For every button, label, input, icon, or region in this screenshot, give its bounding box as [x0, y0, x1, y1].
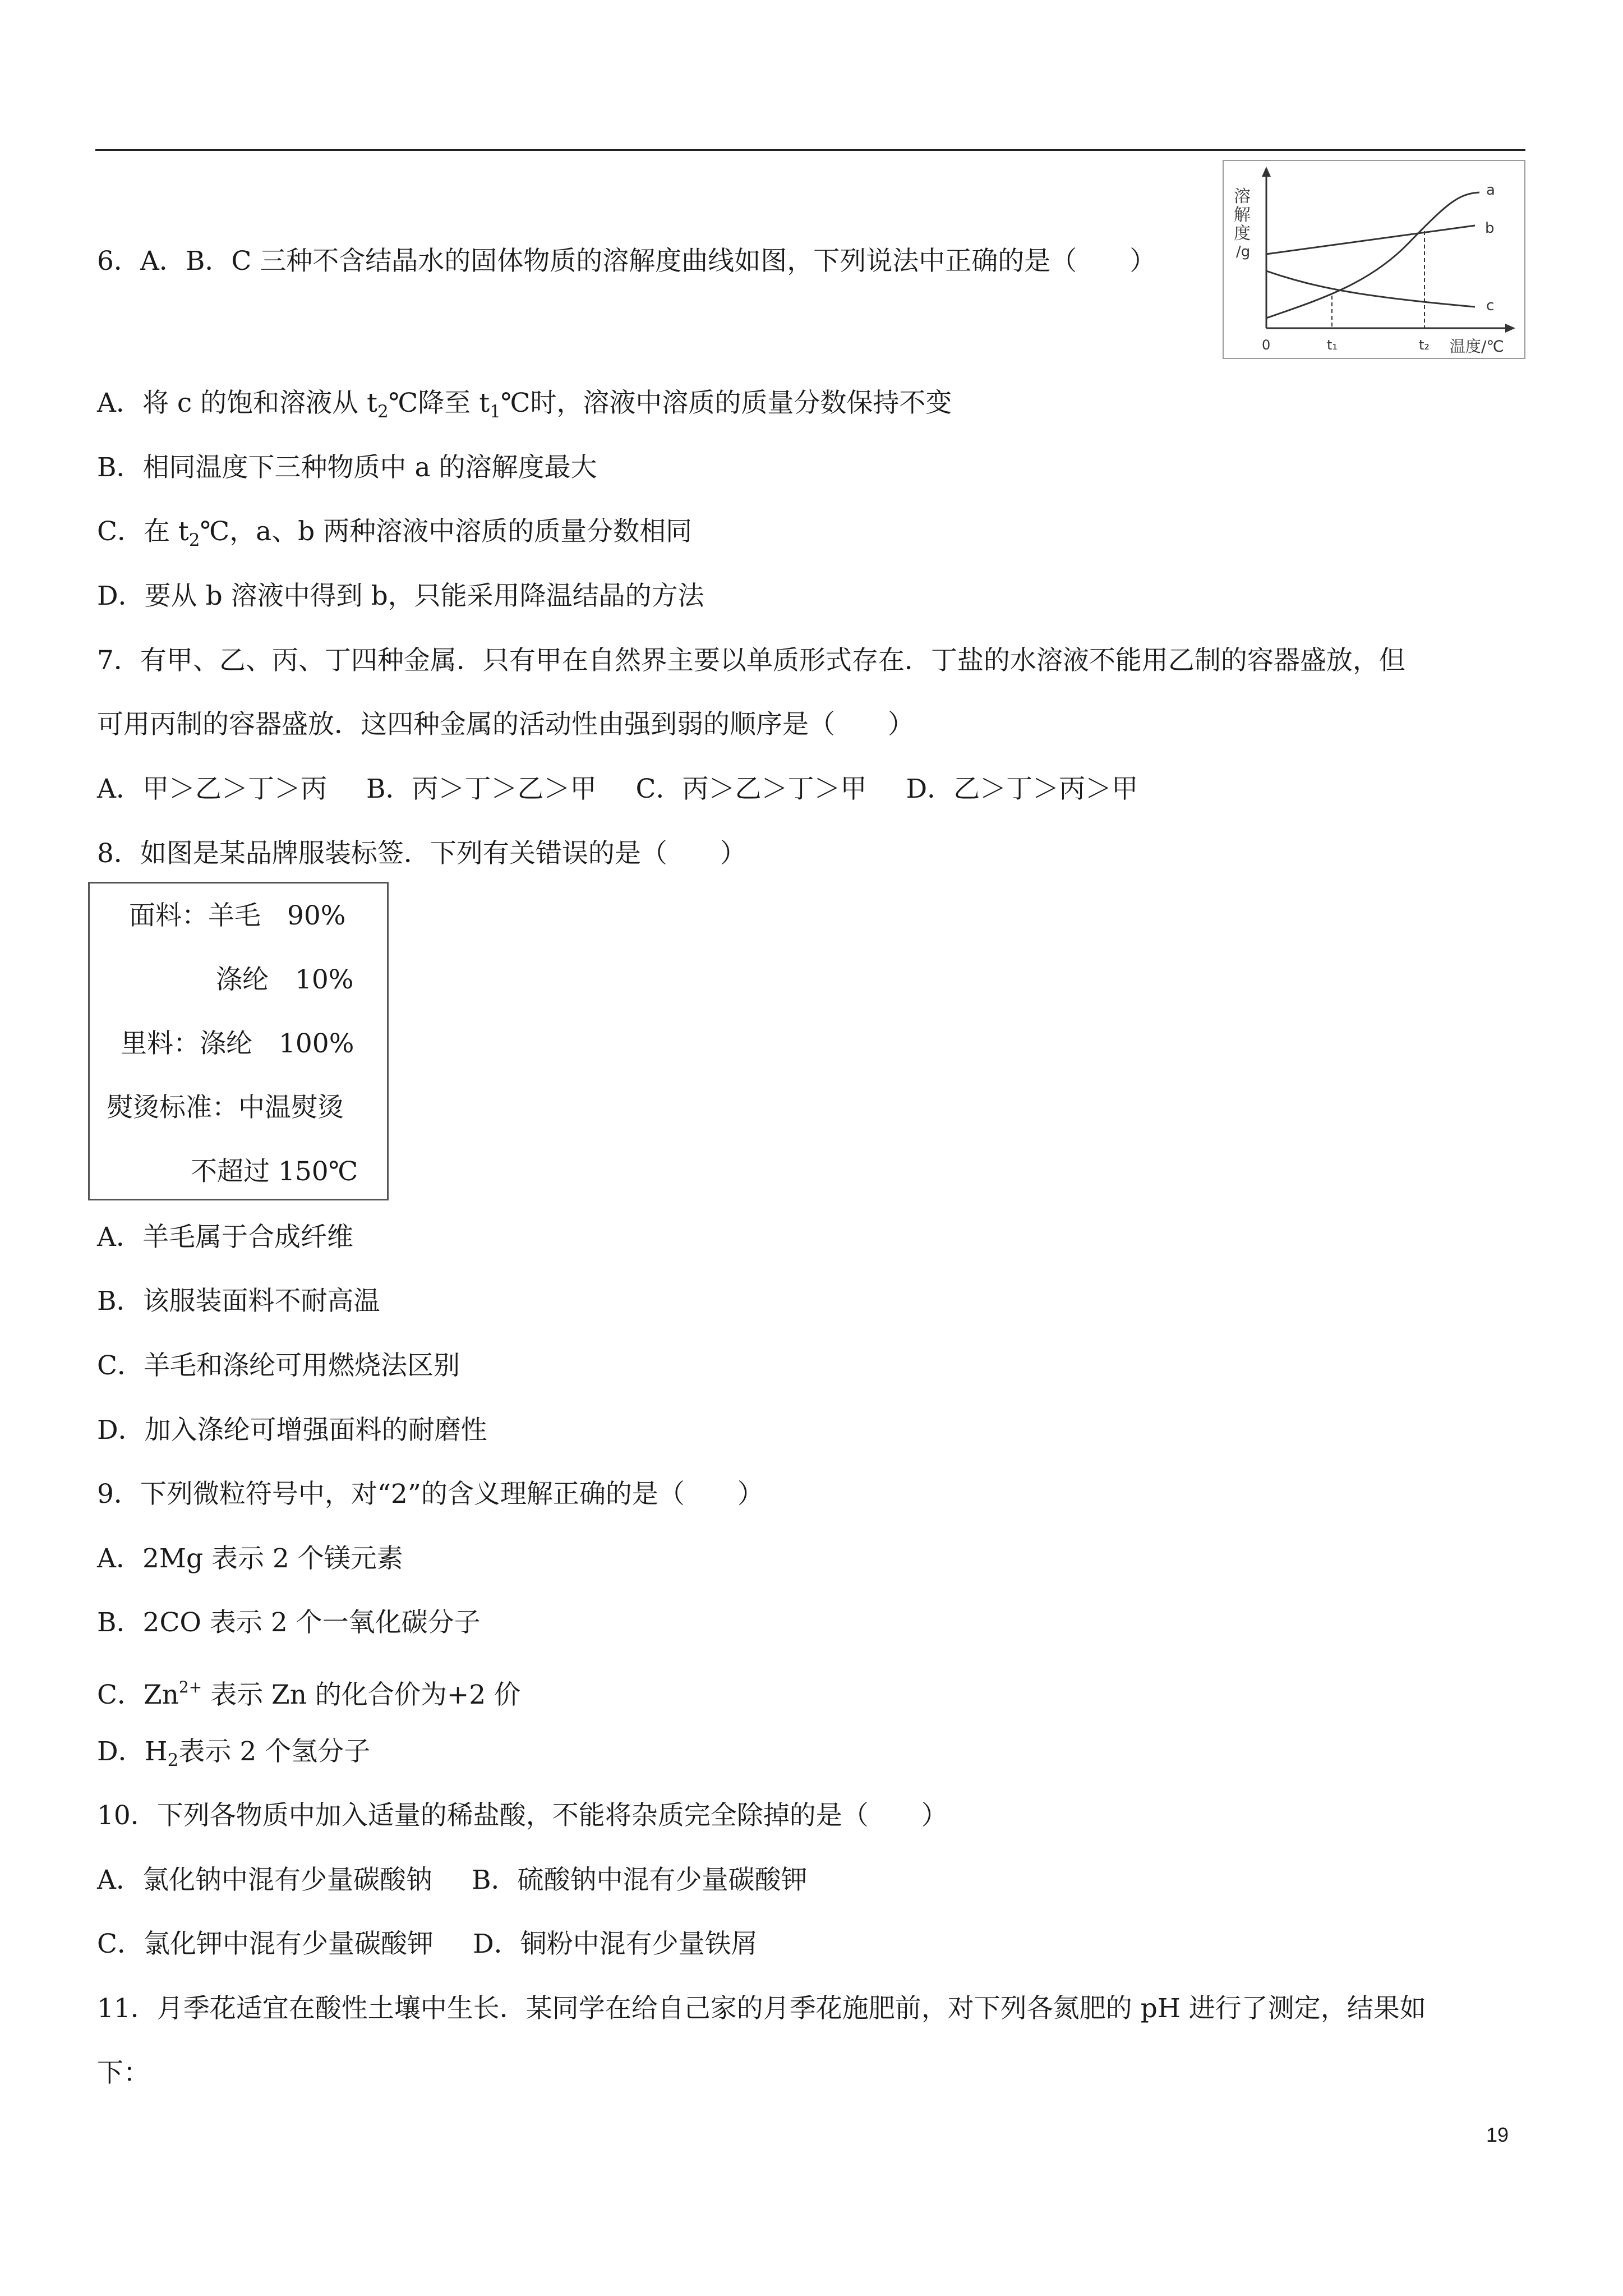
label-row-polyester: 涤纶 10%: [216, 964, 354, 995]
q7-options: [97, 772, 1138, 806]
q7-option-d: D．乙＞丁＞丙＞甲: [906, 774, 1138, 804]
curve-c: [1266, 271, 1475, 307]
q9-option-c: C．$Zn^{2+}$ 表示 Zn 的化合价为+2 价: [97, 1678, 521, 1710]
y-axis-arrow: [1262, 167, 1271, 177]
q10-option-b: B．硫酸钠中混有少量碳酸钾: [471, 1865, 808, 1895]
q10-options-row1: [97, 1864, 808, 1897]
origin-label: 0: [1262, 337, 1271, 353]
q8-option-c: C．羊毛和涤纶可用燃烧法区别: [97, 1350, 460, 1381]
q11-stem-line2: 下：: [97, 2058, 150, 2088]
y-label-1: 溶: [1234, 187, 1251, 206]
q10-options-row2: [97, 1927, 758, 1961]
q7-stem-line1: 7．有甲、乙、丙、丁四种金属．只有甲在自然界主要以单质形式存在．丁盐的水溶液不能用乙制的容器盛放，但: [97, 645, 1405, 676]
q7-option-a: A．甲＞乙＞丁＞丙: [97, 774, 327, 804]
q9-option-a: A．2Mg 表示 2 个镁元素: [97, 1543, 403, 1574]
q9-stem: 9．下列微粒符号中，对“2”的含义理解正确的是（ ）: [97, 1479, 764, 1510]
q11-stem-line1: 11．月季花适宜在酸性土壤中生长．某同学在给自己家的月季花施肥前，对下列各氮肥的 pH 进行了测定，结果如: [97, 1993, 1426, 2024]
q9-option-b: B．2CO 表示 2 个一氧化碳分子: [97, 1607, 481, 1638]
q7-option-c: C．丙＞乙＞丁＞甲: [635, 774, 867, 804]
q10-option-a: A．氯化钠中混有少量碳酸钠: [97, 1865, 432, 1895]
q8-option-b: B．该服装面料不耐高温: [97, 1286, 380, 1317]
q8-option-d: D．加入涤纶可增强面料的耐磨性: [97, 1415, 487, 1446]
q6-stem: 6．A．B．C 三种不含结晶水的固体物质的溶解度曲线如图，下列说法中正确的是（ ）: [97, 246, 1156, 277]
q6-option-a: A．将 c 的饱和溶液从 $t_2℃$降至 $t_1℃$时，溶液中溶质的质量分数保持不变: [97, 388, 952, 422]
page-number: 19: [1486, 2123, 1509, 2146]
clothing-label: [88, 882, 389, 1200]
t1-label: t₁: [1327, 337, 1338, 353]
q8-option-a: A．羊毛属于合成纤维: [97, 1222, 353, 1253]
solubility-curve-graph: [1223, 160, 1525, 359]
x-axis-arrow: [1505, 324, 1515, 333]
y-label-2: 解: [1234, 205, 1251, 225]
curve-b-label: b: [1485, 220, 1495, 237]
q7-option-b: B．丙＞丁＞乙＞甲: [366, 774, 597, 804]
curve-c-label: c: [1486, 297, 1495, 314]
curve-a-label: a: [1486, 182, 1495, 199]
q6-option-b: B．相同温度下三种物质中 a 的溶解度最大: [97, 452, 597, 483]
label-row-ironing: 熨烫标准：中温熨烫: [107, 1092, 344, 1123]
q9-option-d: D．$H_2$表示 2 个氢分子: [97, 1736, 371, 1770]
label-row-temp: 不超过 150℃: [191, 1156, 358, 1187]
q6-option-c: C．在 $t_2℃$，a、b 两种溶液中溶质的质量分数相同: [97, 516, 693, 550]
y-label-4: /g: [1236, 243, 1251, 260]
curve-a: [1266, 192, 1479, 318]
q10-stem: 10．下列各物质中加入适量的稀盐酸，不能将杂质完全除掉的是（ ）: [97, 1800, 948, 1831]
t2-label: t₂: [1419, 337, 1430, 353]
header-rule: [95, 149, 1525, 151]
q10-option-c: C．氯化钾中混有少量碳酸钾: [97, 1929, 434, 1959]
curve-b: [1266, 226, 1475, 254]
label-row-fabric: 面料：羊毛 90%: [129, 900, 346, 931]
q8-stem: 8．如图是某品牌服装标签．下列有关错误的是（ ）: [97, 838, 746, 869]
y-label-3: 度: [1234, 224, 1251, 243]
q7-stem-line2: 可用丙制的容器盛放．这四种金属的活动性由强到弱的顺序是（ ）: [97, 709, 914, 740]
q6-option-d: D．要从 b 溶液中得到 b，只能采用降温结晶的方法: [97, 581, 704, 611]
q10-option-d: D．铜粉中混有少量铁屑: [472, 1929, 758, 1959]
x-axis-label: 温度/℃: [1450, 337, 1504, 356]
label-row-lining: 里料：涤纶 100%: [121, 1028, 354, 1059]
